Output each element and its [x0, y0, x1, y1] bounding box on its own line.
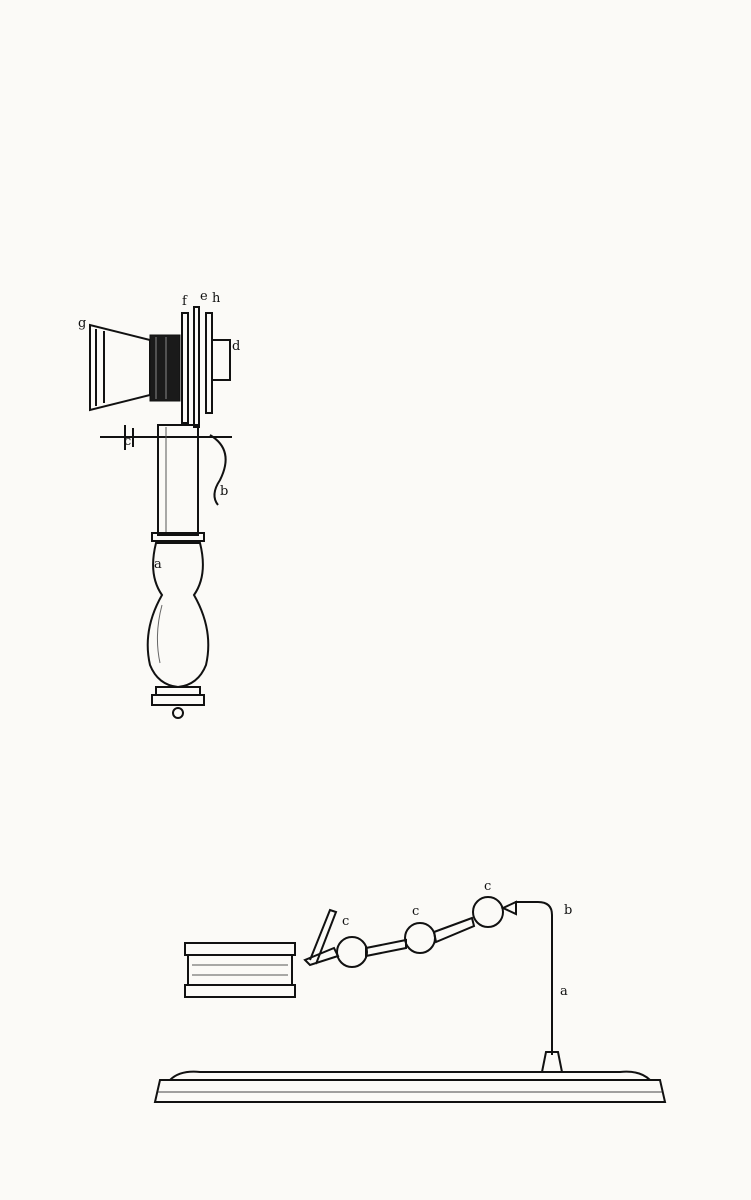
fig229-letter-h: h	[212, 291, 221, 306]
fig229-letter-e: e	[200, 289, 208, 304]
fig229-letter-g: g	[78, 316, 87, 331]
fig230-letter-c2: c	[412, 904, 420, 919]
fig229-letter-f: f	[182, 294, 187, 309]
fig229-letter-b: b	[220, 484, 229, 499]
figure-229-microscope	[70, 285, 260, 745]
fig230-letter-b: b	[564, 903, 573, 918]
fig230-letter-c3: c	[342, 914, 350, 929]
figure-230-lens-holder	[60, 880, 690, 1130]
fig229-letter-d: d	[232, 339, 241, 354]
fig229-letter-a: a	[154, 557, 162, 572]
fig230-letter-a: a	[560, 984, 568, 999]
fig229-letter-c: c	[124, 434, 132, 449]
fig230-letter-c1: c	[484, 879, 492, 894]
